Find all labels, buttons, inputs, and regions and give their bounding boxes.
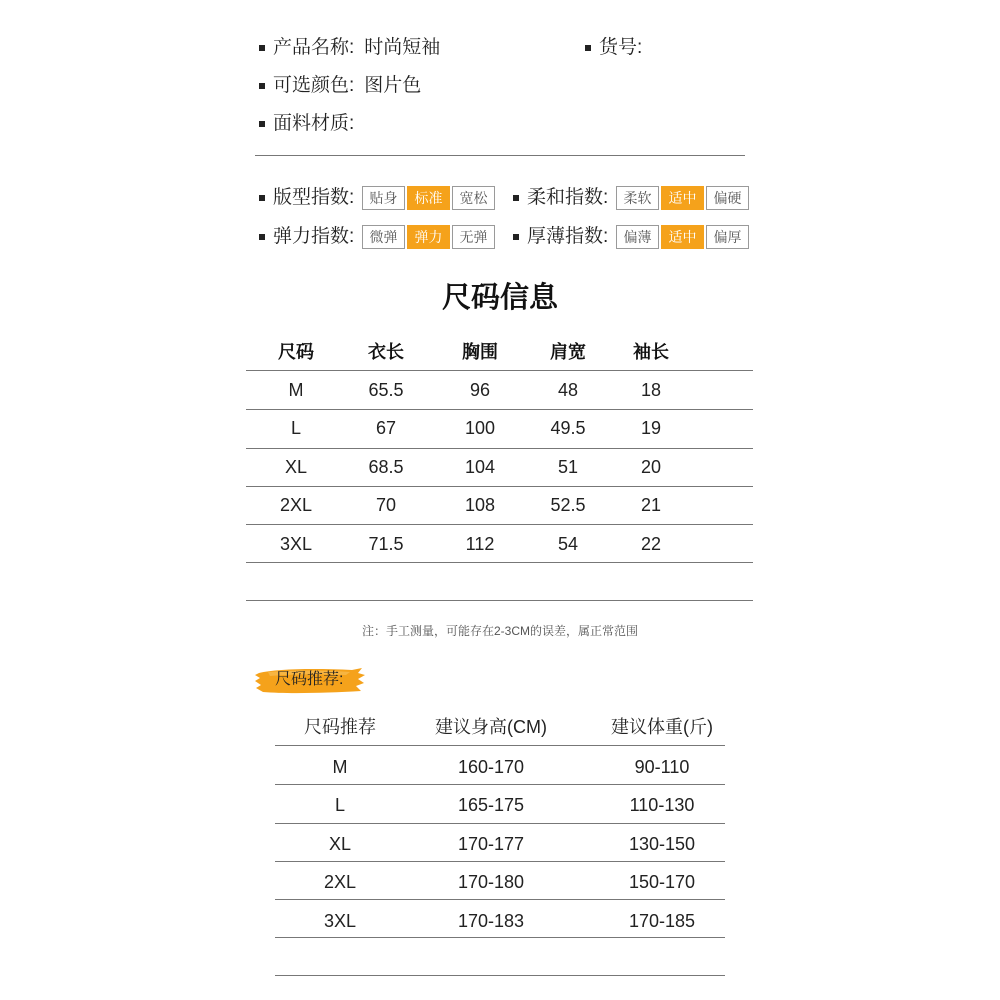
table-cell: 70 bbox=[375, 495, 397, 515]
table-cell: 18 bbox=[640, 380, 662, 400]
table-cell: 48 bbox=[557, 380, 579, 400]
table-cell: L bbox=[290, 418, 301, 438]
sku-row bbox=[585, 36, 642, 60]
square-bullet-icon bbox=[259, 83, 265, 89]
elasticity-index-label: 弹力指数: bbox=[273, 226, 355, 247]
softness-option: 偏硬 bbox=[706, 186, 749, 210]
table-cell: 54 bbox=[557, 534, 579, 554]
table-divider bbox=[246, 448, 753, 449]
fit-option: 标准 bbox=[407, 186, 450, 210]
thickness-index bbox=[513, 225, 751, 249]
square-bullet-icon bbox=[259, 45, 265, 51]
header-cell: 胸围 bbox=[462, 342, 498, 362]
square-bullet-icon bbox=[259, 121, 265, 127]
table-row bbox=[0, 416, 1000, 440]
fit-index bbox=[259, 186, 497, 210]
square-bullet-icon bbox=[585, 45, 591, 51]
elasticity-option: 弹力 bbox=[407, 225, 450, 249]
table-cell: 165-175 bbox=[457, 795, 525, 815]
table-divider bbox=[275, 861, 725, 862]
table-cell: 2XL bbox=[323, 872, 357, 892]
table-row bbox=[0, 909, 1000, 933]
elasticity-index bbox=[259, 225, 497, 249]
color-row bbox=[259, 74, 421, 98]
product-name-row bbox=[259, 36, 440, 60]
header-cell: 建议身高(CM) bbox=[435, 717, 547, 737]
table-cell: 96 bbox=[469, 380, 491, 400]
table-divider bbox=[275, 784, 725, 785]
table-cell: 112 bbox=[465, 534, 495, 554]
elasticity-option: 微弹 bbox=[362, 225, 405, 249]
thickness-option: 偏厚 bbox=[706, 225, 749, 249]
table-cell: 68.5 bbox=[368, 457, 404, 477]
softness-index bbox=[513, 186, 751, 210]
table-cell: 71.5 bbox=[368, 534, 404, 554]
header-cell: 尺码推荐 bbox=[304, 717, 376, 737]
table-row bbox=[0, 755, 1000, 779]
table-cell: 2XL bbox=[279, 495, 313, 515]
table-cell: 130-150 bbox=[628, 834, 696, 854]
table-cell: M bbox=[332, 757, 348, 777]
square-bullet-icon bbox=[513, 234, 519, 240]
table-cell: 108 bbox=[464, 495, 496, 515]
header-cell: 建议体重(斤) bbox=[611, 717, 713, 737]
fabric-row bbox=[259, 112, 354, 136]
table-cell: 104 bbox=[464, 457, 496, 477]
table-cell: 65.5 bbox=[368, 380, 404, 400]
fabric-label: 面料材质: bbox=[273, 113, 355, 134]
table-divider bbox=[246, 600, 753, 601]
table-row bbox=[0, 832, 1000, 856]
sku-label: 货号: bbox=[599, 37, 643, 58]
table-divider bbox=[246, 370, 753, 371]
table-cell: 3XL bbox=[279, 534, 313, 554]
table-divider bbox=[246, 409, 753, 410]
table-cell: XL bbox=[284, 457, 308, 477]
table-cell: XL bbox=[328, 834, 352, 854]
fit-option: 宽松 bbox=[452, 186, 495, 210]
table-cell: 170-177 bbox=[457, 834, 525, 854]
product-name-value: 时尚短袖 bbox=[364, 37, 441, 58]
fit-index-label: 版型指数: bbox=[273, 187, 355, 208]
product-name-label: 产品名称: bbox=[273, 37, 355, 58]
table-cell: 51 bbox=[557, 457, 579, 477]
table-cell: 67 bbox=[375, 418, 397, 438]
size-info-title: 尺码信息 bbox=[441, 282, 558, 314]
table-divider bbox=[246, 524, 753, 525]
table-cell: 20 bbox=[640, 457, 662, 477]
table-cell: 21 bbox=[640, 495, 662, 515]
table-cell: 52.5 bbox=[550, 495, 586, 515]
section-divider bbox=[255, 155, 745, 156]
square-bullet-icon bbox=[513, 195, 519, 201]
table-cell: M bbox=[288, 380, 304, 400]
header-cell: 肩宽 bbox=[550, 342, 586, 362]
header-cell: 袖长 bbox=[633, 342, 669, 362]
fit-option: 贴身 bbox=[362, 186, 405, 210]
table-cell: 170-183 bbox=[457, 911, 525, 931]
header-cell: 衣长 bbox=[368, 342, 404, 362]
softness-index-label: 柔和指数: bbox=[527, 187, 609, 208]
table-divider bbox=[275, 823, 725, 824]
thickness-option: 适中 bbox=[661, 225, 704, 249]
table-row bbox=[0, 870, 1000, 894]
table-row bbox=[0, 378, 1000, 402]
thickness-option: 偏薄 bbox=[616, 225, 659, 249]
table-divider bbox=[275, 745, 725, 746]
softness-option: 柔软 bbox=[616, 186, 659, 210]
color-label: 可选颜色: bbox=[273, 75, 355, 96]
header-cell: 尺码 bbox=[278, 342, 314, 362]
table-row bbox=[0, 455, 1000, 479]
table-cell: 150-170 bbox=[628, 872, 696, 892]
size-recommendation-title: 尺码推荐: bbox=[275, 671, 344, 688]
recommendation-table-header bbox=[0, 715, 1000, 739]
table-divider bbox=[246, 562, 753, 563]
table-row bbox=[0, 793, 1000, 817]
table-divider bbox=[275, 899, 725, 900]
table-cell: 110-130 bbox=[629, 795, 695, 815]
table-cell: 170-180 bbox=[457, 872, 525, 892]
table-cell: 22 bbox=[640, 534, 662, 554]
table-row bbox=[0, 493, 1000, 517]
table-cell: 49.5 bbox=[550, 418, 586, 438]
table-cell: 19 bbox=[640, 418, 662, 438]
square-bullet-icon bbox=[259, 195, 265, 201]
table-row bbox=[0, 532, 1000, 556]
table-cell: 170-185 bbox=[628, 911, 696, 931]
table-cell: L bbox=[334, 795, 345, 815]
thickness-index-label: 厚薄指数: bbox=[527, 226, 609, 247]
square-bullet-icon bbox=[259, 234, 265, 240]
table-divider bbox=[275, 975, 725, 976]
table-cell: 100 bbox=[464, 418, 496, 438]
table-cell: 160-170 bbox=[457, 757, 525, 777]
size-table-header bbox=[0, 340, 1000, 364]
table-divider bbox=[275, 937, 725, 938]
measurement-note: 注：手工测量，可能存在2-3CM的误差，属正常范围 bbox=[361, 624, 638, 638]
table-cell: 3XL bbox=[323, 911, 357, 931]
table-cell: 90-110 bbox=[634, 757, 690, 777]
elasticity-option: 无弹 bbox=[452, 225, 495, 249]
table-divider bbox=[246, 486, 753, 487]
color-value: 图片色 bbox=[364, 75, 422, 96]
softness-option: 适中 bbox=[661, 186, 704, 210]
